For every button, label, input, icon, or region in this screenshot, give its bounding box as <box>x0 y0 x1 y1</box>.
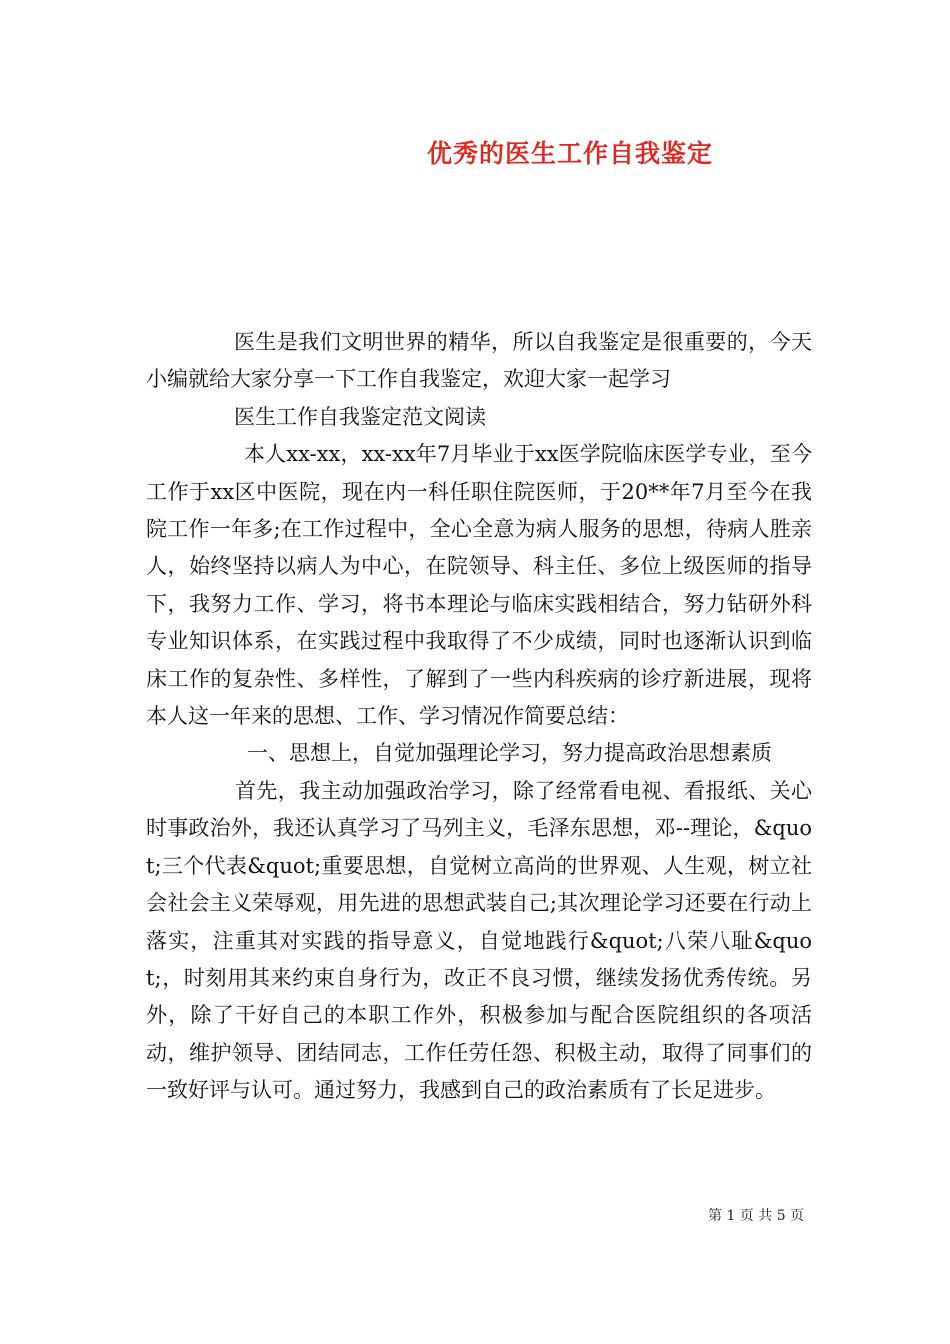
body-paragraph: 本人xx-xx，xx-xx年7月毕业于xx医学院临床医学专业，至今工作于xx区中医院，现在内一科任职住院医师，于20**年7月至今在我院工作一年多;在工作过程中，全心全意为病人服务的思想，待病人胜亲人，始终坚持以病人为中心，在院领导、科主任、多位上级医师的指导下，我努力工作、学习，将书本理论与临床实践相结合，努力钻研外科专业知识体系，在实践过程中我取得了不少成绩，同时也逐渐认识到临床工作的复杂性、多样性，了解到了一些内科疾病的诊疗新进展，现将本人这一年来的思想、工作、学习情况作简要总结： <box>146 442 812 729</box>
document-body <box>146 324 812 1110</box>
subsection-heading: 一、思想上，自觉加强理论学习，努力提高政治思想素质 <box>247 741 772 766</box>
document-title: 优秀的医生工作自我鉴定 <box>426 139 713 168</box>
section-heading: 医生工作自我鉴定范文阅读 <box>234 404 486 429</box>
intro-paragraph: 医生是我们文明世界的精华，所以自我鉴定是很重要的，今天小编就给大家分享一下工作自我鉴定，欢迎大家一起学习 <box>146 330 812 392</box>
page-number: 第 1 页 共 5 页 <box>708 1208 805 1224</box>
body-paragraph: 首先，我主动加强政治学习，除了经常看电视、看报纸、关心时事政治外，我还认真学习了马列主义，毛泽东思想，邓--理论，&quot;三个代表&quot;重要思想，自觉树立高尚的世界观、人生观，树立社会社会主义荣辱观，用先进的思想武装自己;其次理论学习还要在行动上落实，注重其对实践的指导意义，自觉地践行&quot;八荣八耻&quot;，时刻用其来约束自身行为，改正不良习惯，继续发扬优秀传统。另外，除了干好自己的本职工作外，积极参加与配合医院组织的各项活动，维护领导、团结同志，工作任劳任怨、积极主动，取得了同事们的一致好评与认可。通过努力，我感到自己的政治素质有了长足进步。 <box>146 778 812 1103</box>
